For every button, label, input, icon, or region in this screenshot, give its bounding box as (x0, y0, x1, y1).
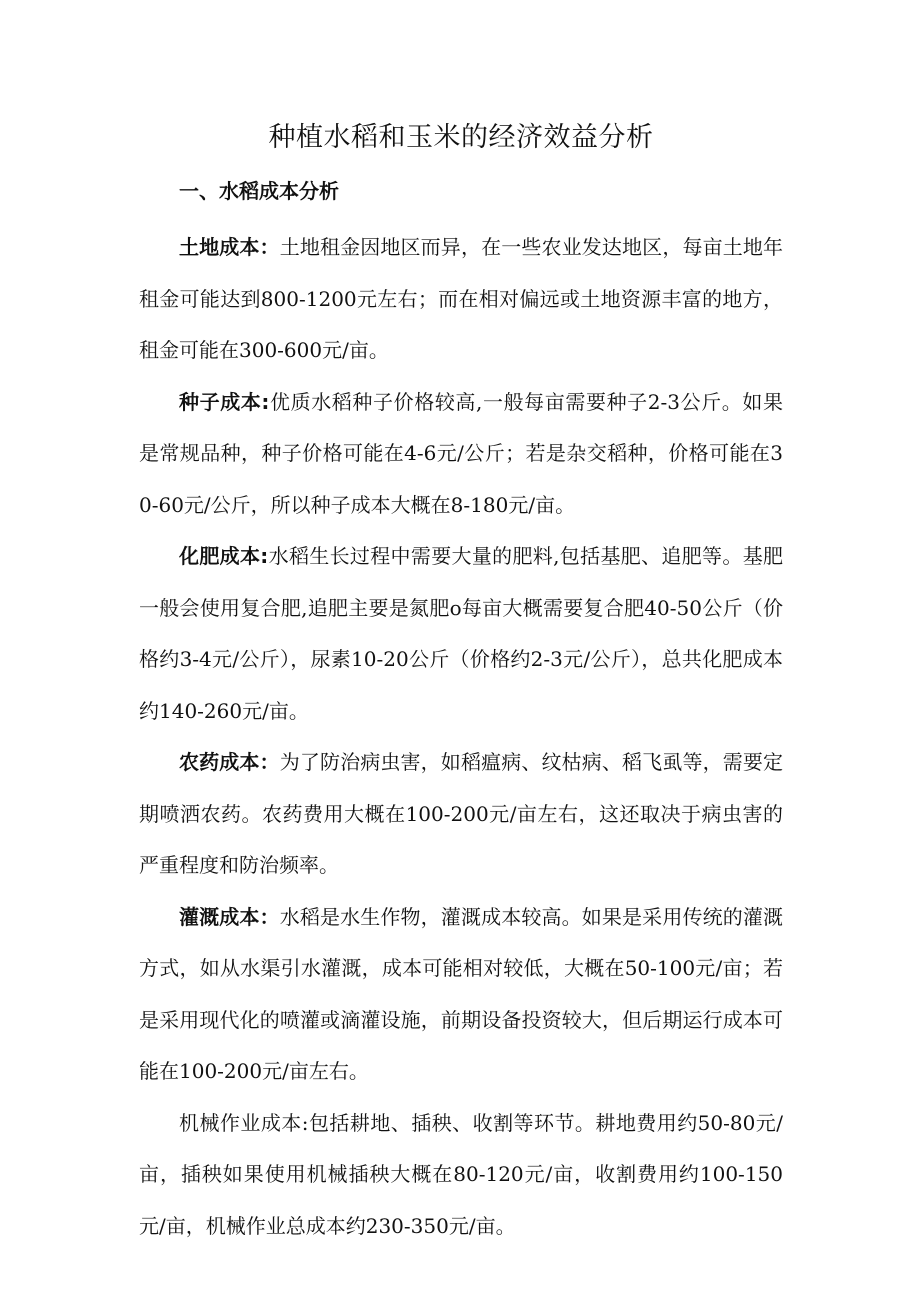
paragraph-label: 化肥成本: (179, 544, 269, 568)
paragraph-text: 优质水稻种子价格较高,一般每亩需要种子2-3公斤。如果是常规品种，种子价格可能在4-6元/公斤；若是杂交稻种，价格可能在30-60元/公斤，所以种子成本大概在8-180元/亩。 (139, 389, 783, 517)
paragraph-label: 农药成本： (179, 750, 280, 774)
paragraph-irrigation-cost (139, 892, 783, 1098)
paragraph-land-cost (139, 222, 783, 377)
paragraph-text: 水稻是水生作物，灌溉成本较高。如果是采用传统的灌溉方式，如从水渠引水灌溉，成本可能相对较低，大概在50-100元/亩；若是采用现代化的喷灌或滴灌设施，前期设备投资较大，但后期运行成本可能在100-200元/亩左右。 (139, 904, 784, 1083)
paragraph-label: 灌溉成本： (179, 904, 280, 929)
paragraph-text: 水稻生长过程中需要大量的肥料,包括基肥、追肥等。基肥一般会使用复合肥,追肥主要是氮肥o每亩大概需要复合肥40-50公斤（价格约3-4元/公斤），尿素10-20公斤（价格约2-3元/公斤），总共化肥成本约140-260元/亩。 (139, 544, 784, 723)
section-heading-rice-cost: 一、水稻成本分析 (179, 179, 339, 203)
paragraph-pesticide-cost (139, 737, 783, 892)
paragraph-text: 为了防治病虫害，如稻瘟病、纹枯病、稻飞虱等，需要定期喷洒农药。农药费用大概在100-200元/亩左右，这还取决于病虫害的严重程度和防治频率。 (139, 750, 784, 877)
paragraph-label: 种子成本: (179, 389, 270, 414)
paragraph-label: 土地成本： (179, 235, 280, 259)
document-title: 种植水稻和玉米的经济效益分析 (268, 122, 654, 153)
paragraph-seed-cost (139, 377, 783, 532)
paragraph-machinery-cost (139, 1098, 783, 1253)
paragraph-text: 包括耕地、插秧、收割等环节。耕地费用约50-80元/亩，插秧如果使用机械插秧大概在80-120元/亩，收割费用约100-150元/亩，机械作业总成本约230-350元/亩。 (139, 1110, 783, 1238)
paragraph-fertilizer-cost (139, 531, 783, 737)
paragraph-text: 土地租金因地区而异，在一些农业发达地区，每亩土地年租金可能达到800-1200元左右；而在相对偏远或土地资源丰富的地方，租金可能在300-600元/亩。 (139, 235, 784, 362)
paragraph-label: 机械作业成本: (179, 1110, 309, 1135)
